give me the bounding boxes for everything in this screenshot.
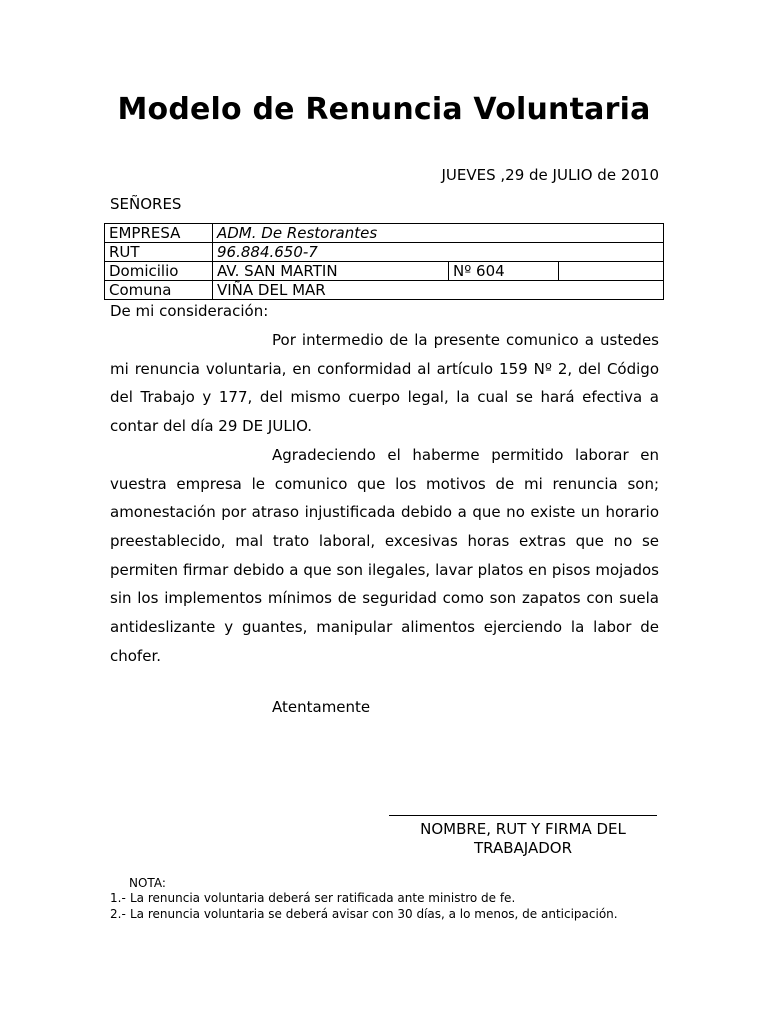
- rut-label: RUT: [105, 243, 213, 262]
- nota-list: [110, 891, 658, 922]
- note-text: La renuncia voluntaria se deberá avisar con 30 días, a lo menos, de anticipación.: [130, 906, 618, 921]
- empresa-value: ADM. De Restorantes: [213, 224, 664, 243]
- numero-extra: [559, 262, 664, 281]
- list-item: [110, 891, 658, 907]
- list-item: [110, 907, 658, 923]
- domicilio-label: Domicilio: [105, 262, 213, 281]
- numero-value: Nº 604: [449, 262, 559, 281]
- body-paragraph: Por intermedio de la presente comunico a ustedes mi renuncia voluntaria, en conformidad al artículo 159 Nº 2, del Código del Trabajo y 177, del mismo cuerpo legal, la cual se hará efectiva a contar del día 29 DE JULIO.: [110, 331, 659, 436]
- empresa-label: EMPRESA: [105, 224, 213, 243]
- signature-line: [389, 815, 657, 816]
- salutation: De mi consideración:: [110, 302, 269, 320]
- letter-body: [110, 326, 659, 670]
- nota-heading: NOTA:: [129, 876, 166, 890]
- domicilio-value: AV. SAN MARTIN: [213, 262, 449, 281]
- table-row: [105, 224, 664, 243]
- table-row: [105, 262, 664, 281]
- rut-value: 96.884.650-7: [213, 243, 664, 262]
- letter-date: JUEVES ,29 de JULIO de 2010: [441, 166, 659, 184]
- page-title: Modelo de Renuncia Voluntaria: [117, 92, 651, 127]
- closing: Atentamente: [272, 698, 371, 716]
- note-number: 2.-: [110, 906, 126, 921]
- recipient-heading: SEÑORES: [110, 195, 182, 213]
- body-paragraph: Agradeciendo el haberme permitido laborar en vuestra empresa le comunico que los motivos de mi renuncia son; amonestación por atraso injustificada debido a que no existe un horario preestablecido, mal trato laboral, excesivas horas extras que no se permiten firmar debido a que son ilegales, lavar platos en pisos mojados sin los implementos mínimos de seguridad como son zapatos con suela antideslizante y guantes, manipular alimentos ejerciendo la labor de chofer.: [110, 445, 659, 665]
- note-number: 1.-: [110, 891, 126, 905]
- comuna-value: VIÑA DEL MAR: [213, 281, 664, 300]
- table-row: [105, 243, 664, 262]
- table-row: [105, 281, 664, 300]
- note-text: La renuncia voluntaria deberá ser ratificada ante ministro de fe.: [130, 891, 516, 905]
- signature-caption-line1: NOMBRE, RUT Y FIRMA DEL: [420, 820, 626, 838]
- signature-caption-line2: TRABAJADOR: [474, 839, 572, 857]
- comuna-label: Comuna: [105, 281, 213, 300]
- company-info-table: [104, 223, 664, 300]
- signature-caption: [389, 820, 657, 858]
